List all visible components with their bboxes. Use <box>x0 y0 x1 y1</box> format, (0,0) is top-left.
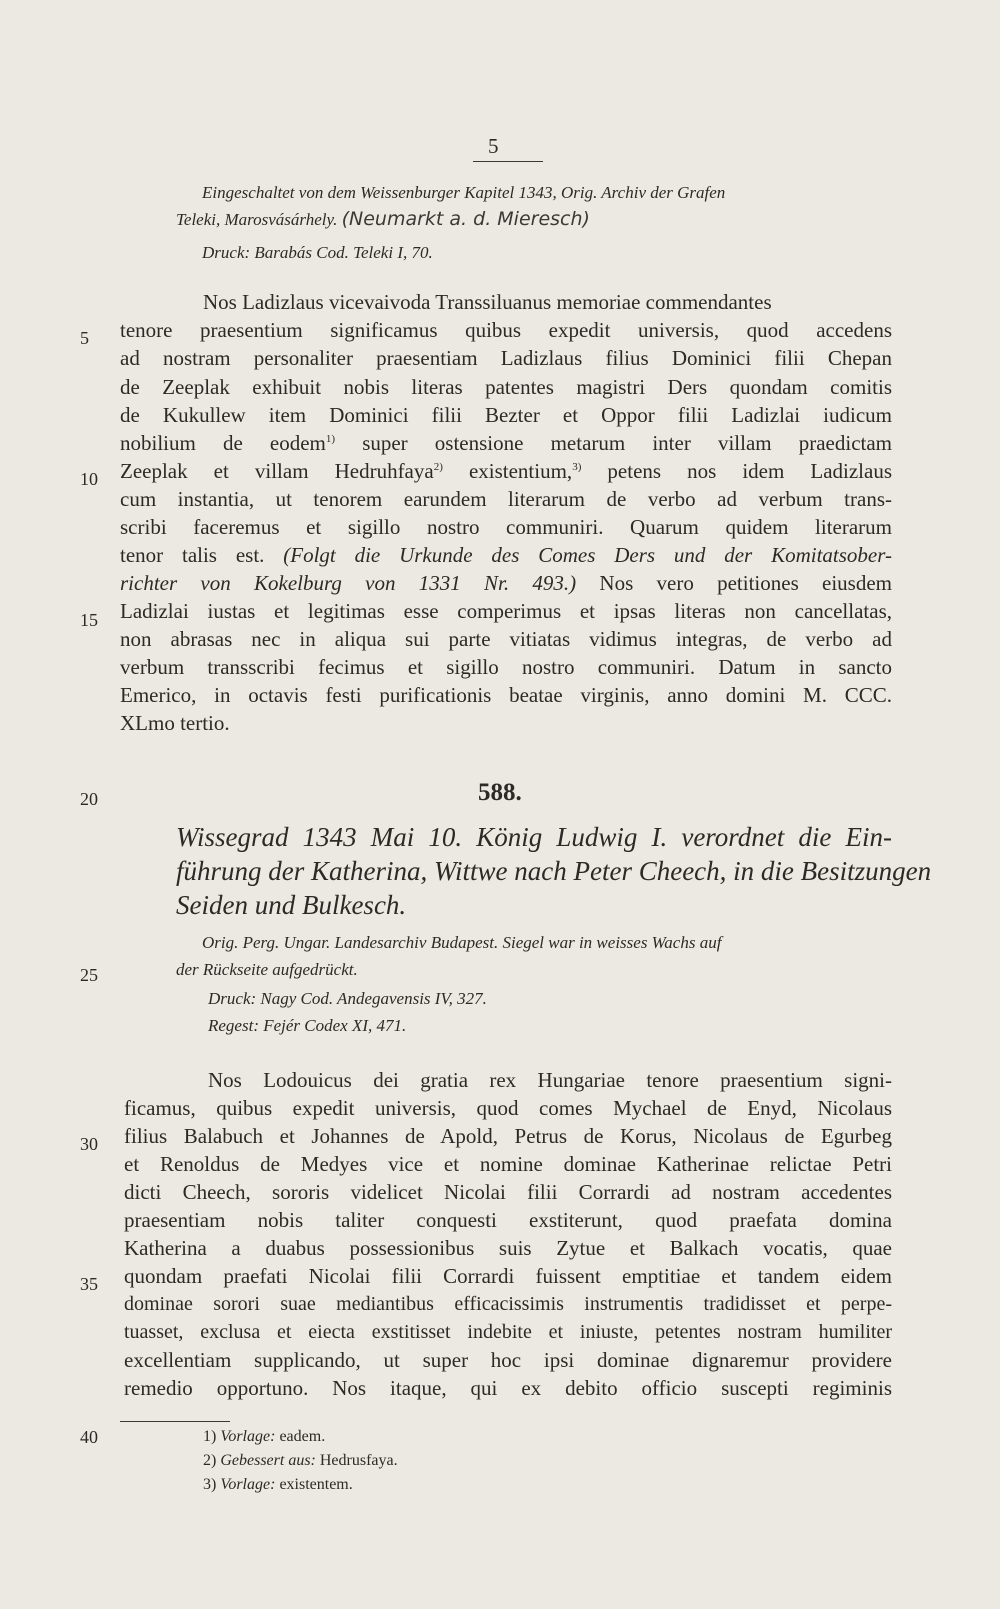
line-number-25: 25 <box>80 965 98 985</box>
line-number-40: 40 <box>80 1427 98 1447</box>
body1-line-8: cum instantia, ut tenorem earundem literarum de verbo ad verbum trans- <box>120 487 892 511</box>
title-line-2: führung der Katherina, Wittwe nach Peter Cheech, in die Besitzungen <box>176 856 932 886</box>
body1-line-9: scribi faceremus et sigillo nostro communiri. Quarum quidem literarum <box>120 515 892 539</box>
line-number-15: 15 <box>80 610 98 630</box>
footnote-2 <box>203 1452 398 1470</box>
footnote-label: Gebessert aus: <box>220 1452 316 1469</box>
source-note-line-1: Eingeschaltet von dem Weissenburger Kapitel 1343, Orig. Archiv der Grafen <box>202 183 726 202</box>
body2-line-7: Katherina a duabus possessionibus suis Zytue et Balkach vocatis, quae <box>124 1236 892 1260</box>
italic-segment: richter von Kokelburg von 1331 Nr. 493.) <box>120 571 577 595</box>
body1-line-3: ad nostram personaliter praesentiam Ladizlaus filius Dominici filii Chepan <box>120 346 892 370</box>
document-number: 588. <box>478 779 522 806</box>
footnote-label: Vorlage: <box>220 1428 276 1445</box>
body2-line-11: excellentiam supplicando, ut super hoc ipsi dominae dignaremur providere <box>124 1348 892 1372</box>
text-segment: super ostensione metarum inter villam praedictam <box>362 431 893 455</box>
page-number-rule <box>473 161 543 162</box>
footnote-label: Vorlage: <box>220 1476 276 1493</box>
body1-line-6 <box>120 429 892 457</box>
body1-line-14: verbum transscribi fecimus et sigillo nostro communiri. Datum in sancto <box>120 655 892 679</box>
body1-line-11 <box>120 569 892 597</box>
handwritten-note: (Neumarkt a. d. Mieresch) <box>341 208 590 230</box>
footnote-1 <box>203 1428 325 1446</box>
footnote-mark: 3) <box>203 1476 217 1493</box>
line-number-10: 10 <box>80 469 98 489</box>
footnote-ref-2: 2) <box>433 461 443 473</box>
body2-line-12: remedio opportuno. Nos itaque, qui ex debito officio suscepti regiminis <box>124 1376 892 1400</box>
footnote-text: Hedrusfaya. <box>319 1452 398 1469</box>
source-note-place: Teleki, Marosvásárhely. <box>176 210 338 229</box>
line-number-20: 20 <box>80 789 98 809</box>
body2-line-4: et Renoldus de Medyes vice et nomine dominae Katherinae relictae Petri <box>124 1152 892 1176</box>
line-number-5: 5 <box>80 328 89 348</box>
body2-line-6: praesentiam nobis taliter conquesti exstiterunt, quod praefata domina <box>124 1208 892 1232</box>
body1-line-4: de Zeeplak exhibuit nobis literas patentes magistri Ders quondam comitis <box>120 375 892 399</box>
source2-line-1: Orig. Perg. Ungar. Landesarchiv Budapest. Siegel war in weisses Wachs auf <box>202 933 722 952</box>
text-segment: petens nos idem Ladizlaus <box>607 459 893 483</box>
body1-line-16: XLmo tertio. <box>120 711 230 735</box>
body1-line-15: Emerico, in octavis festi purificationis beatae virginis, anno domini M. CCC. <box>120 683 892 707</box>
body1-line-7 <box>120 457 892 485</box>
footnote-ref-3: 3) <box>572 461 582 473</box>
body1-line-12: Ladizlai iustas et legitimas esse comperimus et ipsas literas non cancellatas, <box>120 599 892 623</box>
footnote-rule <box>120 1421 230 1422</box>
title-line-3: Seiden und Bulkesch. <box>176 890 407 920</box>
body2-line-2: ficamus, quibus expedit universis, quod comes Mychael de Enyd, Nicolaus <box>124 1096 892 1120</box>
source2-line-2: der Rückseite aufgedrückt. <box>176 960 358 979</box>
text-segment: Zeeplak et villam Hedruhfaya <box>120 459 434 483</box>
footnote-ref-1: 1) <box>325 433 336 445</box>
body2-line-1: Nos Lodouicus dei gratia rex Hungariae tenore praesentium signi- <box>208 1068 892 1092</box>
italic-segment: (Folgt die Urkunde des Comes Ders und der Komitatsober- <box>283 543 892 567</box>
text-segment: nobilium de eodem <box>120 431 326 455</box>
body2-line-10: tuasset, exclusa et eiecta exstitisset indebite et iniuste, petentes nostram humiliter <box>124 1321 892 1343</box>
footnote-3 <box>203 1476 353 1494</box>
body1-line-10 <box>120 541 892 569</box>
footnote-mark: 2) <box>203 1452 217 1469</box>
text-segment: Nos vero petitiones eiusdem <box>599 571 892 595</box>
body1-line-1: Nos Ladizlaus vicevaivoda Transsiluanus memoriae commendantes <box>203 290 772 314</box>
source2-print: Druck: Nagy Cod. Andegavensis IV, 327. <box>208 989 487 1008</box>
body1-line-5: de Kukullew item Dominici filii Bezter et Oppor filii Ladizlai iudicum <box>120 403 892 427</box>
body1-line-2: tenore praesentium significamus quibus expedit universis, quod accedens <box>120 318 892 342</box>
body1-line-13: non abrasas nec in aliqua sui parte vitiatas vidimus integras, de verbo ad <box>120 627 892 651</box>
line-number-30: 30 <box>80 1134 98 1154</box>
body2-line-3: filius Balabuch et Johannes de Apold, Petrus de Korus, Nicolaus de Egurbeg <box>124 1124 892 1148</box>
text-segment: tenor talis est. <box>120 543 265 567</box>
text-segment: existentium, <box>468 459 573 483</box>
print-reference: Druck: Barabás Cod. Teleki I, 70. <box>202 243 433 262</box>
title-line-1: Wissegrad 1343 Mai 10. König Ludwig I. verordnet die Ein- <box>176 822 892 852</box>
footnote-text: existentem. <box>279 1476 353 1493</box>
source2-regest: Regest: Fejér Codex XI, 471. <box>208 1016 407 1035</box>
footnote-mark: 1) <box>203 1428 217 1445</box>
body2-line-5: dicti Cheech, sororis videlicet Nicolai filii Corrardi ad nostram accedentes <box>124 1180 892 1204</box>
body2-line-8: quondam praefati Nicolai filii Corrardi fuissent emptitiae et tandem eidem <box>124 1264 892 1288</box>
source-note-line-2 <box>176 206 590 233</box>
body2-line-9: dominae sorori suae mediantibus efficacissimis instrumentis tradidisset et perpe- <box>124 1293 892 1315</box>
page-number: 5 <box>488 134 499 158</box>
line-number-35: 35 <box>80 1274 98 1294</box>
footnote-text: eadem. <box>279 1428 326 1445</box>
